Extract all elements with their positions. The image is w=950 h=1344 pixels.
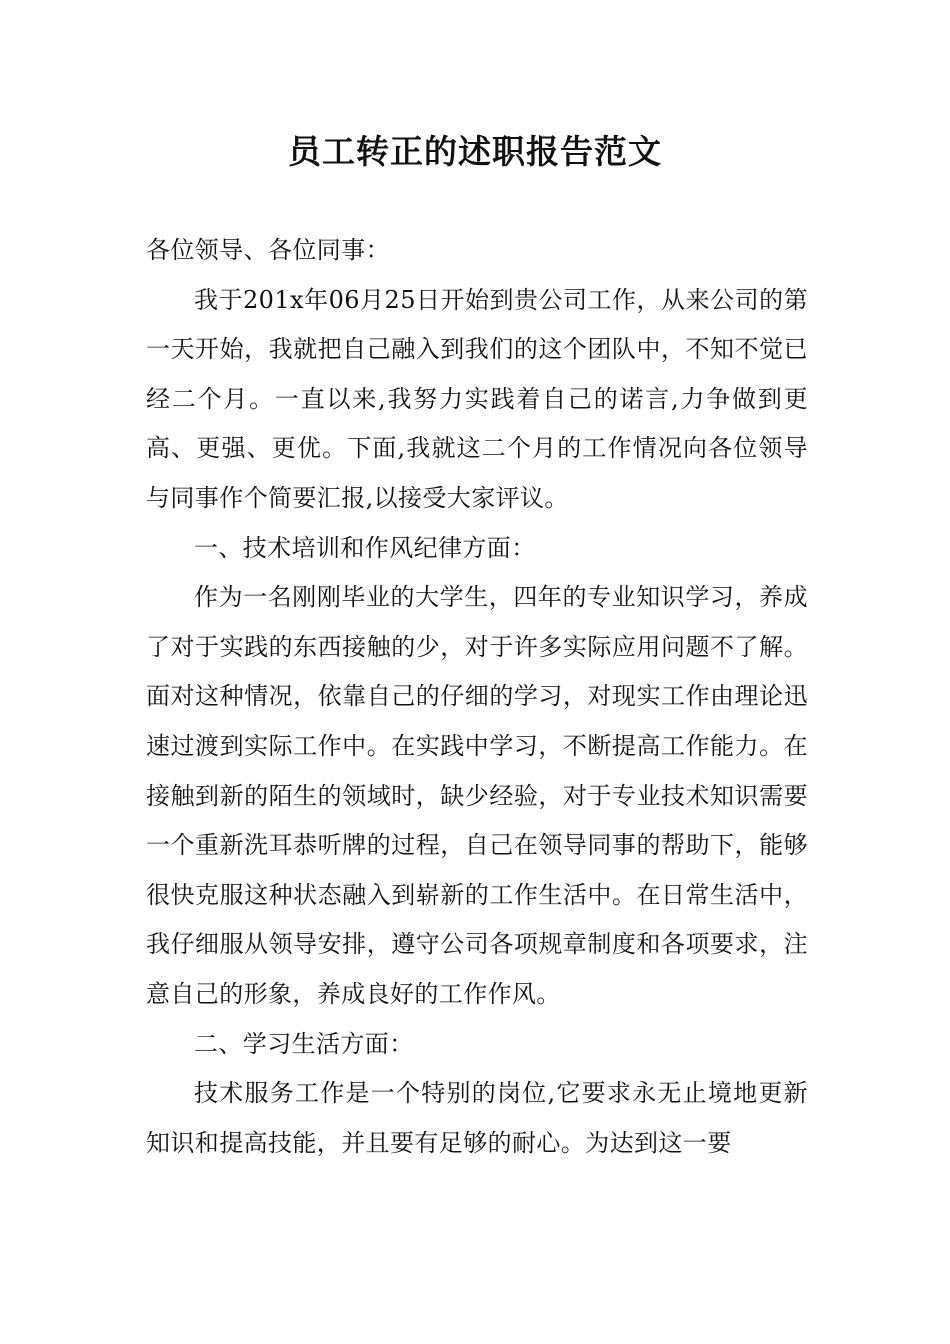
section-heading-training: 一、技术培训和作风纪律方面： (194, 533, 536, 562)
document-body (146, 226, 808, 1168)
paragraph-study: 技术服务工作是一个特别的岗位,它要求永无止境地更新知识和提高技能，并且要有足够的耐心。为达到这一要 (146, 1079, 808, 1157)
section-heading-study: 二、学习生活方面： (194, 1029, 414, 1058)
paragraph-intro: 我于201x年06月25日开始到贵公司工作，从来公司的第一天开始，我就把自己融入到我们的这个团队中，不知不觉已经二个月。一直以来,我努力实践着自己的诺言,力争做到更高、更强、更优。下面,我就这二个月的工作情况向各位领导与同事作个简要汇报,以接受大家评议。 (146, 285, 808, 512)
salutation: 各位领导、各位同事： (146, 236, 390, 264)
paragraph-training: 作为一名刚刚毕业的大学生，四年的专业知识学习，养成了对于实践的东西接触的少，对于许多实际应用问题不了解。面对这种情况，依靠自己的仔细的学习，对现实工作由理论迅速过渡到实际工作中。在实践中学习，不断提高工作能力。在接触到新的陌生的领域时，缺少经验，对于专业技术知识需要一个重新洗耳恭听牌的过程，自己在领导同事的帮助下，能够很快克服这种状态融入到崭新的工作生活中。在日常生活中，我仔细服从领导安排，遵守公司各项规章制度和各项要求，注意自己的形象，养成良好的工作作风。 (146, 583, 808, 1008)
document-title: 员工转正的述职报告范文 (288, 132, 662, 171)
